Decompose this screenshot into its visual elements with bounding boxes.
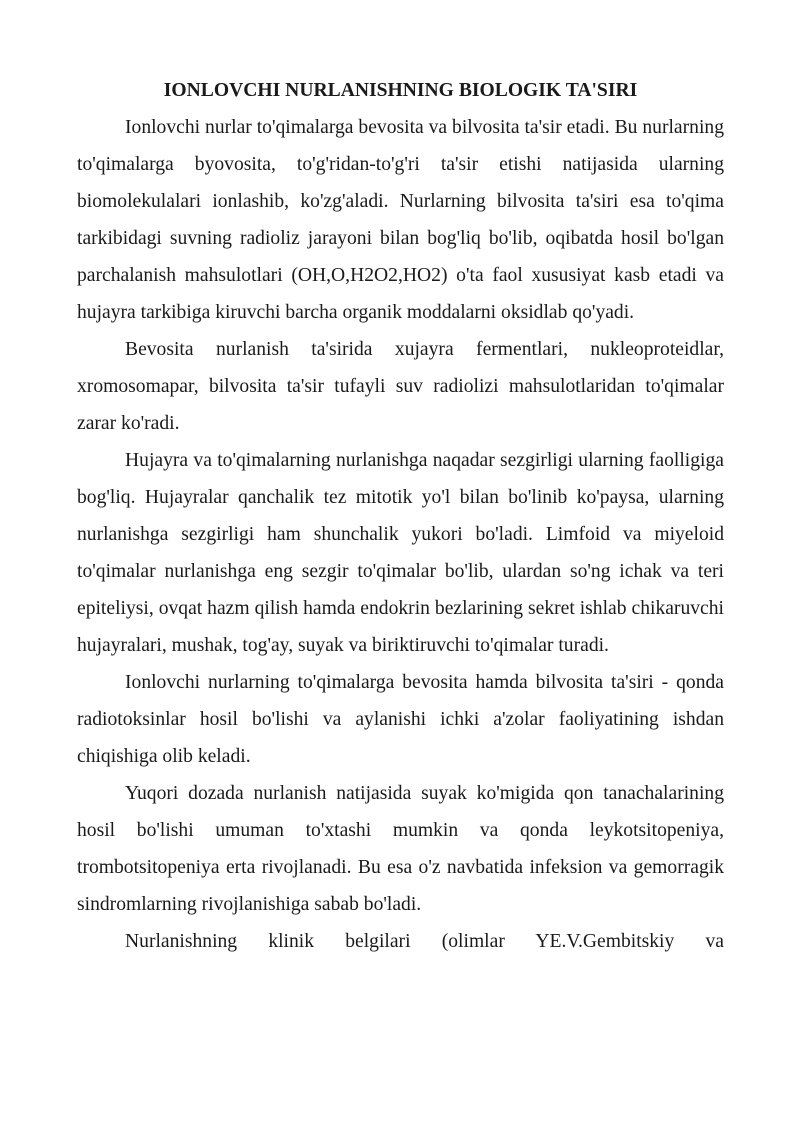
paragraph-tissue-sensitivity: Hujayra va to'qimalarning nurlanishga naqadar sezgirligi ularning faolligiga bog'liq. Hujayralar qanchalik tez mitotik yo'l bilan bo'linib ko'paysa, ularning nurlanishga sezgirligi ham shunchalik yukori bo'ladi. Limfoid va miyeloid to'qimalar nurlanishga eng sezgir to'qimalar bo'lib, ulardan so'ng ichak va teri epiteliysi, ovqat hazm qilish hamda endokrin bezlarining sekret ishlab chikaruvchi hujayralari, mushak, tog'ay, suyak va biriktiruvchi to'qimalar turadi. <box>77 450 724 656</box>
paragraph-direct-radiation: Bevosita nurlanish ta'sirida xujayra fermentlari, nukleoproteidlar, xromosomapar, bilvosita ta'sir tufayli suv radiolizi mahsulotlaridan to'qimalar zarar ko'radi. <box>77 339 724 434</box>
paragraph-clinical-signs: Nurlanishning klinik belgilari (olimlar YE.V.Gembitskiy va <box>125 931 724 952</box>
paragraph-radiotoxins: Ionlovchi nurlarning to'qimalarga bevosita hamda bilvosita ta'siri - qonda radiotoksinlar hosil bo'lishi va aylanishi ichki a'zolar faoliyatining ishdan chiqishiga olib keladi. <box>77 672 724 767</box>
document-body <box>77 72 724 960</box>
document-title: IONLOVCHI NURLANISHNING BIOLOGIK TA'SIRI <box>163 80 638 101</box>
paragraph-high-dose: Yuqori dozada nurlanish natijasida suyak ko'migida qon tanachalarining hosil bo'lishi umuman to'xtashi mumkin va qonda leykotsitopeniya, trombotsitopeniya erta rivojlanadi. Bu esa o'z navbatida infeksion va gemorragik sindromlarning rivojlanishiga sabab bo'ladi. <box>77 783 724 915</box>
paragraph-direct-indirect-effect: Ionlovchi nurlar to'qimalarga bevosita va bilvosita ta'sir etadi. Bu nurlarning to'qimalarga byovosita, to'g'ridan-to'g'ri ta'sir etishi natijasida ularning biomolekulalari ionlashib, ko'zg'aladi. Nurlarning bilvosita ta'siri esa to'qima tarkibidagi suvning radioliz jarayoni bilan bog'liq bo'lib, oqibatda hosil bo'lgan parchalanish mahsulotlari (OH,O,H2O2,HO2) o'ta faol xususiyat kasb etadi va hujayra tarkibiga kiruvchi barcha organik moddalarni oksidlab qo'yadi. <box>77 117 724 323</box>
